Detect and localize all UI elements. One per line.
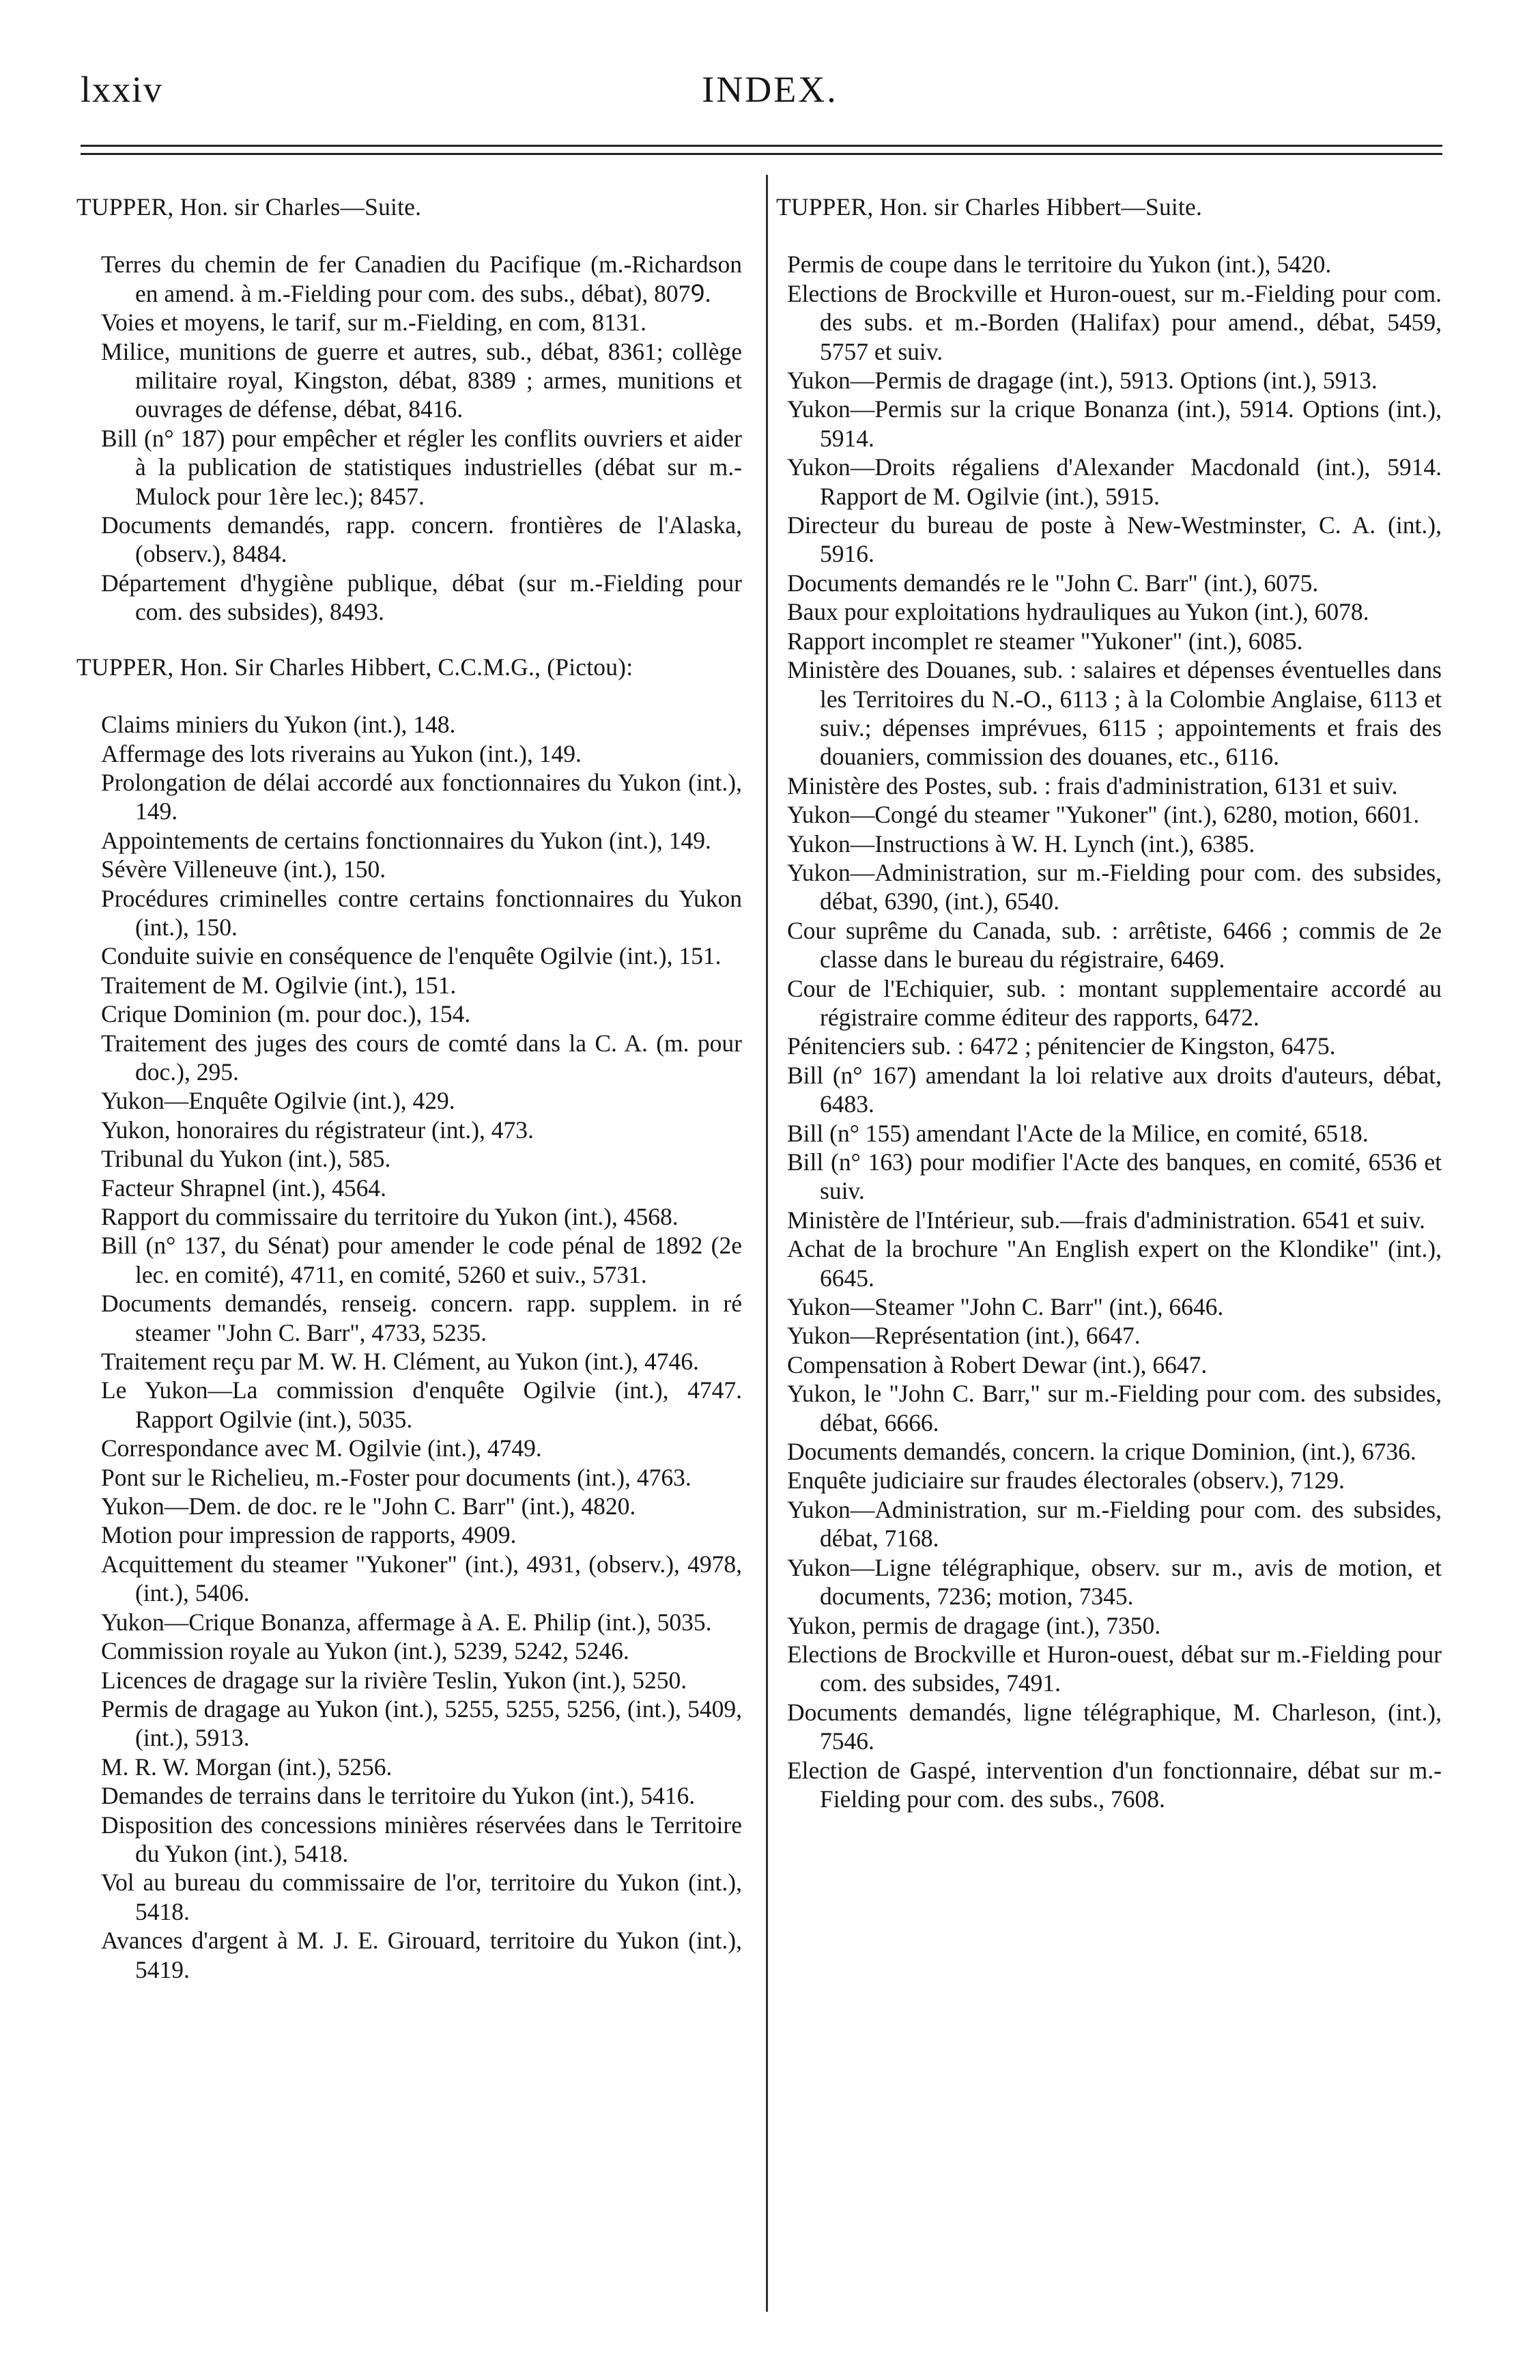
index-entry: Voies et moyens, le tarif, sur m.-Fielding, en com, 8131. <box>101 309 646 337</box>
column-divider <box>766 175 768 2312</box>
index-entry: Disposition des concessions minières réservées dans le Territoire du Yukon (int.), 5418. <box>101 1811 742 1867</box>
page-header <box>0 0 1540 157</box>
index-entry: Crique Dominion (m. pour doc.), 154. <box>101 1000 471 1028</box>
index-entry: Yukon, le "John C. Barr," sur m.-Fielding pour com. des subsides, débat, 6666. <box>787 1380 1442 1436</box>
index-entry: Acquittement du steamer "Yukoner" (int.), 4931, (observ.), 4978, (int.), 5406. <box>101 1550 742 1607</box>
index-entry: Traitement des juges des cours de comté dans la C. A. (m. pour doc.), 295. <box>101 1029 742 1086</box>
index-entry: Sévère Villeneuve (int.), 150. <box>101 855 386 883</box>
index-entry: M. R. W. Morgan (int.), 5256. <box>101 1753 393 1781</box>
index-entry: Cour suprême du Canada, sub. : arrêtiste, 6466 ; commis de 2e classe dans le bureau du régistraire, 6469. <box>787 916 1442 974</box>
index-entry: Documents demandés, renseig. concern. rapp. supplem. in ré steamer "John C. Barr", 4733, 5235. <box>101 1290 742 1346</box>
index-entry: Avances d'argent à M. J. E. Girouard, territoire du Yukon (int.), 5419. <box>101 1927 742 1983</box>
index-entry: Milice, munitions de guerre et autres, sub., débat, 8361; collège militaire royal, Kingston, débat, 8389 ; armes, munitions et ouvrages de défense, débat, 8416. <box>101 337 742 423</box>
index-entry: Elections de Brockville et Huron-ouest, débat sur m.-Fielding pour com. des subsides, 7491. <box>787 1640 1442 1697</box>
index-entry: Vol au bureau du commissaire de l'or, territoire du Yukon (int.), 5418. <box>101 1869 742 1925</box>
index-entry: Rapport du commissaire du territoire du Yukon (int.), 4568. <box>101 1203 679 1230</box>
index-entry: Pénitenciers sub. : 6472 ; pénitencier de Kingston, 6475. <box>787 1032 1336 1060</box>
index-entry: Procédures criminelles contre certains fonctionnaires du Yukon (int.), 150. <box>101 884 742 941</box>
index-entry: Le Yukon—La commission d'enquête Ogilvie (int.), 4747. Rapport Ogilvie (int.), 5035. <box>101 1376 742 1433</box>
index-entry: Achat de la brochure "An English expert on the Klondike" (int.), 6645. <box>787 1235 1442 1292</box>
index-entry: Tribunal du Yukon (int.), 585. <box>101 1145 391 1173</box>
index-entry: Yukon, honoraires du régistrateur (int.), 473. <box>101 1116 534 1144</box>
index-column-right <box>776 193 1442 1839</box>
index-entry: Documents demandés, ligne télégraphique, M. Charleson, (int.), 7546. <box>787 1698 1442 1755</box>
index-entry: Directeur du bureau de poste à New-Westminster, C. A. (int.), 5916. <box>787 511 1442 568</box>
index-entry: Yukon—Administration, sur m.-Fielding pour com. des subsides, débat, 6390, (int.), 6540. <box>787 858 1442 916</box>
index-entry: Yukon—Droits régaliens d'Alexander Macdonald (int.), 5914. Rapport de M. Ogilvie (int.), 5915. <box>787 453 1442 510</box>
index-entry: Commission royale au Yukon (int.), 5239, 5242, 5246. <box>101 1637 629 1665</box>
index-entry: Election de Gaspé, intervention d'un fonctionnaire, débat sur m.-Fielding pour com. des subs., 7608. <box>787 1756 1442 1813</box>
index-entry: Yukon—Instructions à W. H. Lynch (int.), 6385. <box>787 830 1255 858</box>
index-entry: Yukon—Dem. de doc. re le "John C. Barr" (int.), 4820. <box>101 1492 636 1520</box>
index-entry: Yukon—Ligne télégraphique, observ. sur m., avis de motion, et documents, 7236; motion, 7345. <box>787 1553 1442 1611</box>
index-entry: Yukon—Permis sur la crique Bonanza (int.), 5914. Options (int.), 5914. <box>787 395 1442 452</box>
index-entry: Ministère des Postes, sub. : frais d'administration, 6131 et suiv. <box>787 771 1398 799</box>
index-entry: Yukon—Permis de dragage (int.), 5913. Options (int.), 5913. <box>787 367 1378 395</box>
index-entry: Prolongation de délai accordé aux fonctionnaires du Yukon (int.), 149. <box>101 768 742 825</box>
index-entry: Ministère de l'Intérieur, sub.—frais d'administration. 6541 et suiv. <box>787 1206 1425 1234</box>
index-entry: Claims miniers du Yukon (int.), 148. <box>101 711 456 739</box>
header-rule <box>81 145 1442 147</box>
index-entry: Ministère des Douanes, sub. : salaires et dépenses éventuelles dans les Territoires du N.-O., 6113 ; à la Colombie Anglaise, 6113 et suiv.; dépenses imprévues, 6115 ; appointements et frais des douaniers, commission des douanes, etc., 6116. <box>787 656 1442 771</box>
index-heading: TUPPER, Hon. sir Charles—Suite. <box>76 193 422 221</box>
index-entry: Bill (n° 163) pour modifier l'Acte des banques, en comité, 6536 et suiv. <box>787 1148 1442 1205</box>
index-entry: Yukon—Steamer "John C. Barr" (int.), 6646. <box>787 1293 1224 1321</box>
index-entry: Yukon—Administration, sur m.-Fielding pour com. des subsides, débat, 7168. <box>787 1495 1442 1553</box>
index-entry: Yukon—Enquête Ogilvie (int.), 429. <box>101 1087 455 1115</box>
index-entry: Permis de dragage au Yukon (int.), 5255, 5255, 5256, (int.), 5409, (int.), 5913. <box>101 1695 742 1752</box>
index-column-left <box>76 193 742 2010</box>
index-entry: Enquête judiciaire sur fraudes électorales (observ.), 7129. <box>787 1467 1345 1494</box>
index-entry: Pont sur le Richelieu, m.-Foster pour documents (int.), 4763. <box>101 1463 691 1491</box>
running-title: INDEX. <box>702 69 838 110</box>
index-heading: TUPPER, Hon. sir Charles Hibbert—Suite. <box>776 193 1203 221</box>
index-entry: Demandes de terrains dans le territoire du Yukon (int.), 5416. <box>101 1782 696 1810</box>
index-entry: Appointements de certains fonctionnaires du Yukon (int.), 149. <box>101 826 711 854</box>
index-entry: Facteur Shrapnel (int.), 4564. <box>101 1174 387 1202</box>
index-entry: Département d'hygiène publique, débat (sur m.-Fielding pour com. des subsides), 8493. <box>101 569 742 626</box>
index-entry: Permis de coupe dans le territoire du Yukon (int.), 5420. <box>787 251 1332 279</box>
index-entry-list <box>776 250 1442 1813</box>
index-entry: Motion pour impression de rapports, 4909. <box>101 1521 517 1549</box>
index-entry: Bill (n° 155) amendant l'Acte de la Milice, en comité, 6518. <box>787 1119 1369 1147</box>
index-entry: Bill (n° 167) amendant la loi relative aux droits d'auteurs, débat, 6483. <box>787 1061 1442 1118</box>
index-entry: Traitement reçu par M. W. H. Clément, au Yukon (int.), 4746. <box>101 1348 699 1376</box>
index-entry: Baux pour exploitations hydrauliques au Yukon (int.), 6078. <box>787 598 1369 626</box>
index-entry: Yukon, permis de dragage (int.), 7350. <box>787 1611 1161 1639</box>
index-entry: Bill (n° 187) pour empêcher et régler les conflits ouvriers et aider à la publication de statistiques industrielles (débat sur m.-Mulock pour 1ère lec.); 8457. <box>101 424 742 510</box>
index-heading: TUPPER, Hon. Sir Charles Hibbert, C.C.M.G., (Pictou): <box>76 653 633 681</box>
index-entry: Bill (n° 137, du Sénat) pour amender le code pénal de 1892 (2e lec. en comité), 4711, en comité, 5260 et suiv., 5731. <box>101 1232 742 1288</box>
index-entry: Documents demandés, rapp. concern. frontières de l'Alaska, (observ.), 8484. <box>101 511 742 568</box>
index-entry: Compensation à Robert Dewar (int.), 6647. <box>787 1350 1208 1378</box>
index-entry-list <box>76 710 742 1984</box>
index-entry: Correspondance avec M. Ogilvie (int.), 4749. <box>101 1434 542 1462</box>
index-entry: Traitement de M. Ogilvie (int.), 151. <box>101 971 457 999</box>
index-entry: Yukon—Crique Bonanza, affermage à A. E. Philip (int.), 5035. <box>101 1608 712 1636</box>
header-rule <box>81 153 1442 155</box>
index-entry: Yukon—Représentation (int.), 6647. <box>787 1322 1141 1350</box>
index-entry: Affermage des lots riverains au Yukon (int.), 149. <box>101 739 582 767</box>
index-entry: Yukon—Congé du steamer "Yukoner" (int.), 6280, motion, 6601. <box>787 801 1420 829</box>
index-entry: Licences de dragage sur la rivière Teslin, Yukon (int.), 5250. <box>101 1666 687 1694</box>
index-entry: Documents demandés, concern. la crique Dominion, (int.), 6736. <box>787 1438 1416 1466</box>
page-number: lxxiv <box>81 69 164 110</box>
index-entry: Rapport incomplet re steamer "Yukoner" (int.), 6085. <box>787 627 1303 655</box>
index-entry: Terres du chemin de fer Canadien du Pacifique (m.-Richardson en amend. à m.-Fielding pour com. des subs., débat), 807Ꝯ. <box>101 251 742 307</box>
index-entry: Conduite suivie en conséquence de l'enquête Ogilvie (int.), 151. <box>101 942 722 970</box>
index-entry: Documents demandés re le "John C. Barr" (int.), 6075. <box>787 569 1319 597</box>
index-entry: Cour de l'Echiquier, sub. : montant supplementaire accordé au régistraire comme éditeur des rapports, 6472. <box>787 974 1442 1031</box>
index-entry: Elections de Brockville et Huron-ouest, sur m.-Fielding pour com. des subs. et m.-Borden (Halifax) pour amend., débat, 5459, 5757 et suiv. <box>787 279 1442 365</box>
index-entry-list <box>76 250 742 626</box>
